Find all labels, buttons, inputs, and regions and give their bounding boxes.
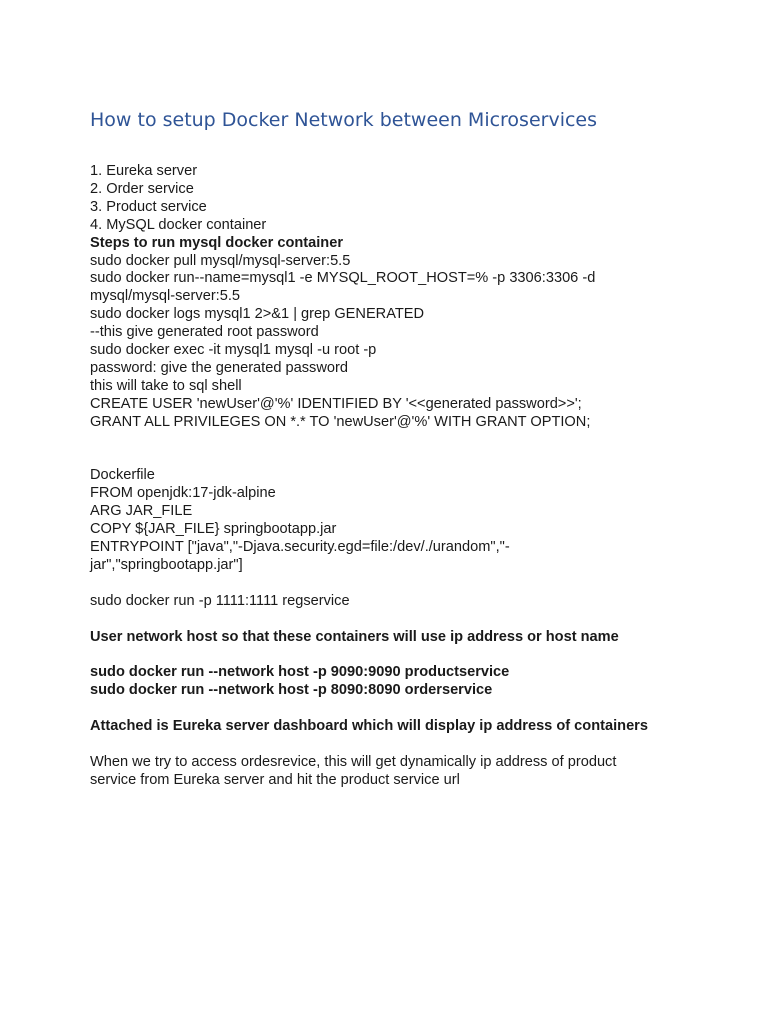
text-line: service from Eureka server and hit the product service url bbox=[90, 771, 460, 788]
text-line: GRANT ALL PRIVILEGES ON *.* TO 'newUser'@'%' WITH GRANT OPTION; bbox=[90, 413, 591, 430]
run-regservice-command: sudo docker run -p 1111:1111 regservice bbox=[90, 592, 350, 609]
document-body bbox=[90, 163, 690, 790]
text-line: sudo docker logs mysql1 2>&1 | grep GENERATED bbox=[90, 306, 425, 323]
text-line: --this give generated root password bbox=[90, 324, 319, 341]
text-line: When we try to access ordesrevice, this will get dynamically ip address of product bbox=[90, 753, 617, 770]
services-list bbox=[90, 163, 690, 235]
text-line: Dockerfile bbox=[90, 467, 155, 484]
spacer bbox=[90, 700, 690, 718]
dockerfile-block bbox=[90, 467, 690, 574]
list-item: 3. Product service bbox=[90, 198, 207, 215]
text-line: this will take to sql shell bbox=[90, 377, 242, 394]
spacer bbox=[90, 736, 690, 754]
list-item: 1. Eureka server bbox=[90, 163, 198, 179]
text-line: sudo docker exec -it mysql1 mysql -u root -p bbox=[90, 342, 377, 359]
network-commands bbox=[90, 664, 690, 700]
text-line: ENTRYPOINT ["java","-Djava.security.egd=file:/dev/./urandom","- bbox=[90, 539, 510, 556]
spacer bbox=[90, 646, 690, 664]
text-line: CREATE USER 'newUser'@'%' IDENTIFIED BY '<<generated password>>'; bbox=[90, 395, 582, 412]
eureka-note: Attached is Eureka server dashboard which will display ip address of containers bbox=[90, 718, 648, 735]
text-line: mysql/mysql-server:5.5 bbox=[90, 288, 241, 305]
text-line: jar","springbootapp.jar"] bbox=[90, 556, 243, 573]
text-line: sudo docker run --network host -p 8090:8090 orderservice bbox=[90, 682, 493, 699]
text-line: sudo docker run --network host -p 9090:9090 productservice bbox=[90, 664, 510, 681]
network-note: User network host so that these containers will use ip address or host name bbox=[90, 628, 619, 645]
spacer bbox=[90, 432, 690, 468]
text-line: sudo docker pull mysql/mysql-server:5.5 bbox=[90, 252, 351, 269]
list-item: 2. Order service bbox=[90, 180, 194, 197]
text-line: sudo docker run--name=mysql1 -e MYSQL_ROOT_HOST=% -p 3306:3306 -d bbox=[90, 270, 596, 287]
list-item: 4. MySQL docker container bbox=[90, 216, 267, 233]
closing-paragraph bbox=[90, 754, 690, 790]
text-line: password: give the generated password bbox=[90, 359, 348, 376]
text-line: COPY ${JAR_FILE} springbootapp.jar bbox=[90, 521, 337, 538]
text-line: FROM openjdk:17-jdk-alpine bbox=[90, 485, 276, 502]
mysql-steps-heading: Steps to run mysql docker container bbox=[90, 234, 344, 251]
mysql-steps bbox=[90, 253, 690, 432]
spacer bbox=[90, 611, 690, 629]
text-line: ARG JAR_FILE bbox=[90, 503, 193, 520]
spacer bbox=[90, 575, 690, 593]
page-title: How to setup Docker Network between Microservices bbox=[90, 109, 598, 131]
